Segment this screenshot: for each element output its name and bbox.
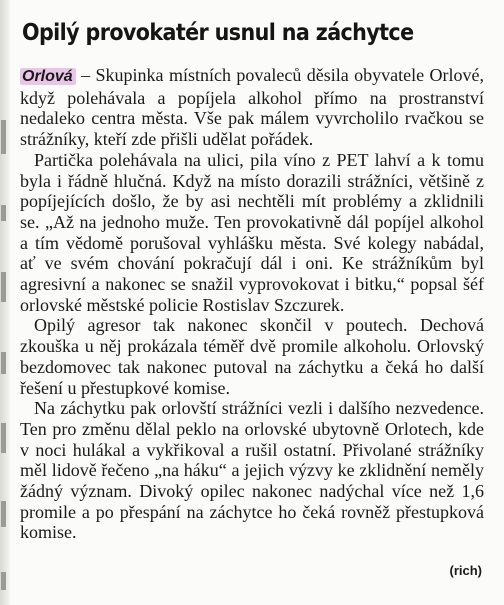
article-headline: Opilý provokatér usnul na záchytce xyxy=(22,18,414,46)
article-paragraph-2: Partička polehávala na ulici, pila víno z PET lahví a k tomu byla i řádně hlučná. Když na místo dorazili strážníci, většině z popíjejících došlo, že by asi nechtěli mít problémy a zklidnili se. „Až na jednoho muže. Ten provokativně dál popíjel alkohol a tím vědomě porušoval vyhlášku města. Své kolegy nabádal, ať ve svém chování pokračují dál i oni. Ke strážníkům byl agresivní a nakonec se snažil vyprovokovat i bitku,“ popsal šéf orlovské městské policie Rostislav Szczurek. xyxy=(20,149,484,315)
paragraph-1-text: Skupinka místních povaleců děsila obyvatele Orlové, když polehávala a popíjela alkohol přímo na prostranství nedaleko centra města. Vše pak málem vyvrcholilo rvačkou se strážníky, kteří zde přišli udělat pořádek. xyxy=(20,65,485,150)
article-paragraph-3: Opilý agresor tak nakonec skončil v poutech. Dechová zkouška u něj prokázala téměř dvě promile alkoholu. Orlovský bezdomovec tak nakonec putoval na záchytku a čeká ho další řešení u přestupkové komise. xyxy=(20,315,484,398)
dateline-place: Orlová xyxy=(20,68,76,85)
article-paragraph-1 xyxy=(20,65,484,150)
article-body xyxy=(20,65,484,543)
article-paragraph-4: Na záchytku pak orlovští strážníci vezli i dalšího nezvedence. Ten pro změnu dělal peklo na orlovské ubytovně Orlotech, kde v noci hulákal a vykřikoval a rušil ostatní. Přivolané strážníky měl lidově řečeno „na háku“ a jejich výzvy ke zklidnění neměly žádný význam. Divoký opilec nakonec nadýchal více než 1,6 promile a po přespání na záchytce ho čeká rovněž přestupková komise. xyxy=(20,398,484,543)
dateline-dash: – xyxy=(75,65,96,85)
author-byline: (rich) xyxy=(449,563,482,578)
previous-column-edge xyxy=(0,0,10,605)
